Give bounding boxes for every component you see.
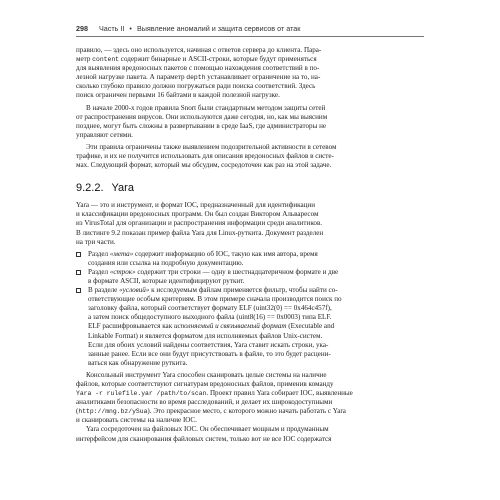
header-separator: • (129, 24, 132, 33)
paragraph-snort-history (76, 104, 424, 140)
paragraph-snort-limits (76, 143, 424, 170)
text-line: интерфейсом для сканирования файловых систем, только вот не все IOC содержатся (76, 434, 332, 443)
section-title: Yara (111, 182, 134, 195)
paragraph-snort-rule (76, 46, 424, 101)
inline-code: Yara -r rulefile.yar /path/to/scan (76, 390, 207, 398)
checkbox-bullet-icon (76, 270, 81, 275)
running-header (76, 24, 424, 33)
text-line: управляют сетями. (76, 130, 133, 139)
page-number: 298 (76, 24, 88, 33)
text-line: Yara — это и инструмент, и формат IOC, предназначенный для идентификации (76, 201, 315, 210)
text-line: на три части. (76, 237, 116, 246)
text-line: Эти правила ограничены также выявлением подозрительной активности в сетевом (86, 142, 337, 151)
text-line: файлов, которые соответствуют сигнатурам вредоносных файлов, применив команду (76, 380, 334, 388)
section-heading (76, 182, 424, 194)
text-line: трафике, и их не получится использовать для описания вредоносных файлов в систе- (76, 152, 334, 161)
text-line: правило, — здесь оно используется, начиная с ответов сервера до клиента. Пара- (76, 46, 322, 54)
section-number: 9.2.2. (76, 182, 104, 195)
text-line: В начале 2000-х годов правила Snort были стандартным методом защиты сетей (86, 103, 326, 112)
text-line: сколько глубоко правило должно погружаться ради поиска соответствий. Здесь (76, 82, 316, 91)
inline-link[interactable]: http://mng.bz/ySua (78, 408, 148, 416)
bullet-list (76, 250, 424, 368)
text-line: аналитиками безопасности во время расследований, и делает их широкодоступными (76, 398, 333, 407)
part-label: Часть II (99, 24, 125, 33)
checkbox-bullet-icon (76, 288, 81, 293)
list-item-strings: Раздел «строк» содержит три строки — одну в шестнадцатеричном формате и две в формате ASCII, которые идентифицируют руткит. (76, 268, 424, 286)
text-line: для выявления вредоносных пакетов с помощью нахождения соответствий в по- (76, 64, 320, 73)
text-line: В листинге 9.2 показан пример файла Yara для Linux-руткита. Документ разделен (76, 228, 324, 237)
checkbox-bullet-icon (76, 252, 81, 257)
text-line: из VirusTotal для организации и распространения информации среди аналитиков. (76, 219, 323, 228)
text-line: (http://mng.bz/ySua). Это прекрасное место, с которого можно начать работать с Yara (76, 407, 346, 416)
text-line: Yara сосредоточен на файловых IOC. Он обеспечивает мощным и продуманным (86, 425, 329, 434)
text-line: лезной нагрузке пакета. А параметр depth устанавливает ограничение на то, на- (76, 73, 321, 82)
text-line: мах. Следующий формат, который мы обсудим, сосредоточен как раз на этой задаче. (76, 161, 332, 170)
text-line: и сканировать системы на наличие IOC. (76, 416, 197, 425)
text-line: позднее, могут быть сложны в развертывании в среде IaaS, где администраторы не (76, 121, 327, 130)
paragraph-yara-cli (76, 371, 424, 426)
paragraph-yara-file-ioc (76, 425, 424, 443)
paragraph-yara-intro (76, 201, 424, 246)
text-line: Yara -r rulefile.yar /path/to/scan. Проект правил Yara собирает IOC, выявленные (76, 389, 353, 398)
chapter-title: Выявление аномалий и защита сервисов от атак (136, 24, 301, 33)
text-line: и классификации вредоносных программ. Он был создан Виктором Альваресом (76, 210, 319, 219)
text-line: поиск ограничен первыми 16 байтами в каждой полезной нагрузке. (76, 91, 280, 100)
text-line: от распространения вирусов. Они используются даже сегодня, но, как мы выясним (76, 112, 328, 121)
inline-code: depth (186, 74, 206, 82)
text-line: метр content содержит бинарные и ASCII-строки, которые будут применяться (76, 55, 317, 64)
text-line: Консольный инструмент Yara способен сканировать целые системы на наличие (86, 370, 327, 379)
header-rule (76, 36, 424, 37)
page-body (76, 46, 424, 444)
list-item-meta: Раздел «мета» содержит информацию об IOC, такую как имя автора, время создания или ссылка на подробную документацию. (76, 250, 424, 268)
inline-code: content (92, 56, 120, 64)
list-item-conditions: В разделе «условий» к исследуемым файлам применяется фильтр, чтобы найти со- ответствующие особым критериям. В этом примере сначала производится поиск по заголовку файла, который соответствует формату ELF (uint32(0) == 0x464c457f), а затем поиск общедоступного выходного файла (uint8(16) == 0x0003) типа ELF. ELF расшифровывается как исполняемый и связываемый формат (Executable and Linkable Format) и является форматом для исполняемых файлов Unix-систем. Если для обоих условий найдены соответствия, Yara ставит искать строки, ука- занные ранее. Если все они будут присутствовать в файле, то это будет расцени- ваться как обнаружение руткита. (76, 286, 424, 368)
